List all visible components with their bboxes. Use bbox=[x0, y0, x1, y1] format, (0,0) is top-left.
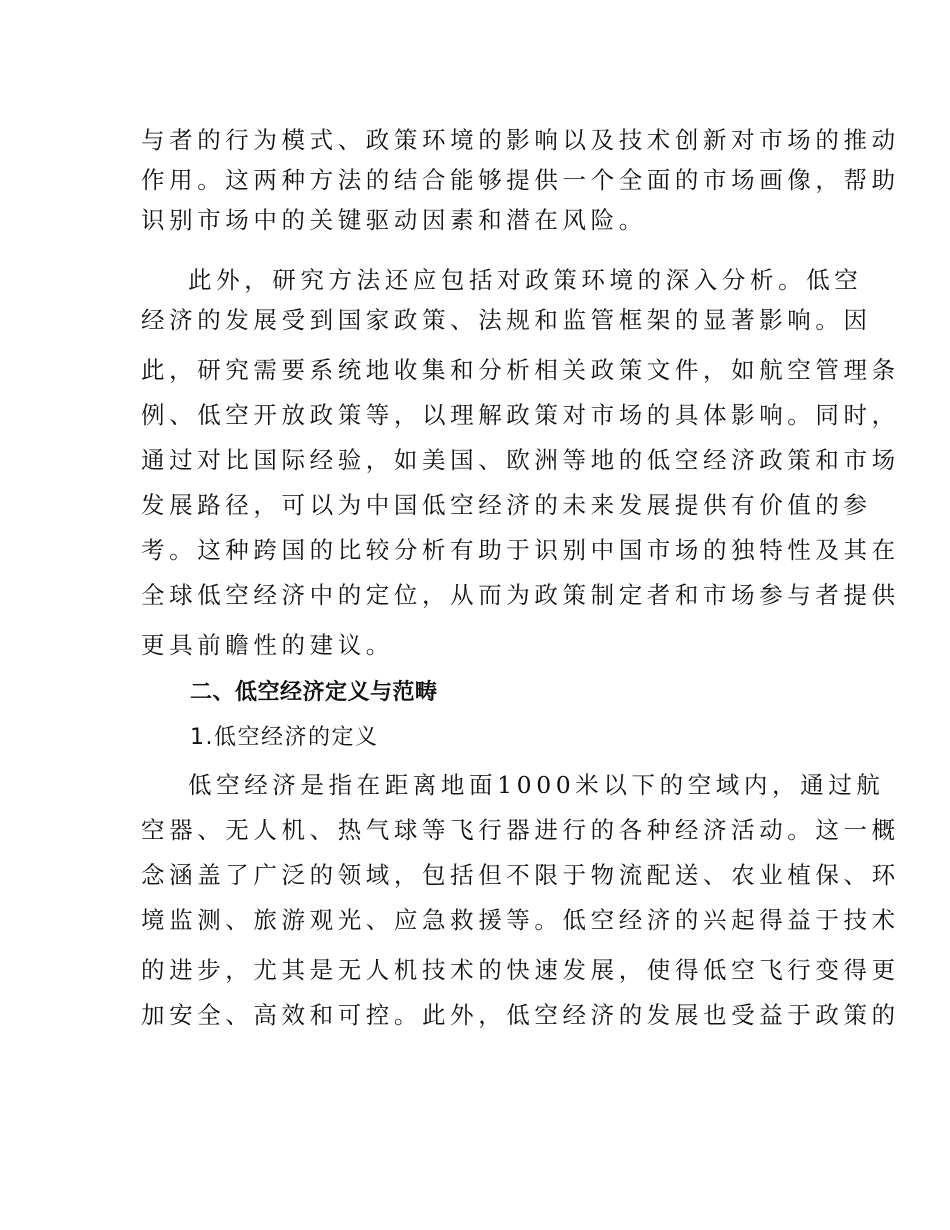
paragraph-3-line-6: 加安全、高效和可控。此外，低空经济的发展也受益于政策的 bbox=[141, 1001, 900, 1029]
paragraph-3-line-3: 念涵盖了广泛的领域，包括但不限于物流配送、农业植保、环 bbox=[141, 861, 900, 889]
paragraph-3-line-4: 境监测、旅游观光、应急救援等。低空经济的兴起得益于技术 bbox=[141, 906, 900, 934]
paragraph-2-line-1: 此外，研究方法还应包括对政策环境的深入分析。低空 bbox=[188, 266, 863, 294]
paragraph-2-line-3: 此，研究需要系统地收集和分析相关政策文件，如航空管理条 bbox=[141, 356, 900, 384]
paragraph-2-line-5: 通过对比国际经验，如美国、欧洲等地的低空经济政策和市场 bbox=[141, 446, 900, 474]
paragraph-2-line-2: 经济的发展受到国家政策、法规和监管框架的显著影响。因 bbox=[141, 306, 872, 334]
paragraph-3-line-2: 空器、无人机、热气球等飞行器进行的各种经济活动。这一概 bbox=[141, 816, 900, 844]
paragraph-3-line-1: 低空经济是指在距离地面1000米以下的空域内，通过航 bbox=[188, 771, 885, 799]
paragraph-2-line-8: 全球低空经济中的定位，从而为政策制定者和市场参与者提供 bbox=[141, 581, 900, 609]
paragraph-2-line-7: 考。这种跨国的比较分析有助于识别中国市场的独特性及其在 bbox=[141, 536, 900, 564]
paragraph-2-line-6: 发展路径，可以为中国低空经济的未来发展提供有价值的参 bbox=[141, 491, 872, 519]
paragraph-1-line-2: 作用。这两种方法的结合能够提供一个全面的市场画像，帮助 bbox=[141, 166, 900, 194]
section-heading: 二、低空经济定义与范畴 bbox=[190, 680, 438, 705]
paragraph-2-line-4: 例、低空开放政策等，以理解政策对市场的具体影响。同时， bbox=[141, 401, 900, 429]
paragraph-3-line-5: 的进步，尤其是无人机技术的快速发展，使得低空飞行变得更 bbox=[141, 956, 900, 984]
paragraph-1-line-1: 与者的行为模式、政策环境的影响以及技术创新对市场的推动 bbox=[141, 126, 900, 154]
paragraph-2-line-9: 更具前瞻性的建议。 bbox=[141, 631, 394, 659]
subsection-heading: 1.低空经济的定义 bbox=[190, 725, 379, 750]
paragraph-1-line-3: 识别市场中的关键驱动因素和潜在风险。 bbox=[141, 206, 647, 234]
